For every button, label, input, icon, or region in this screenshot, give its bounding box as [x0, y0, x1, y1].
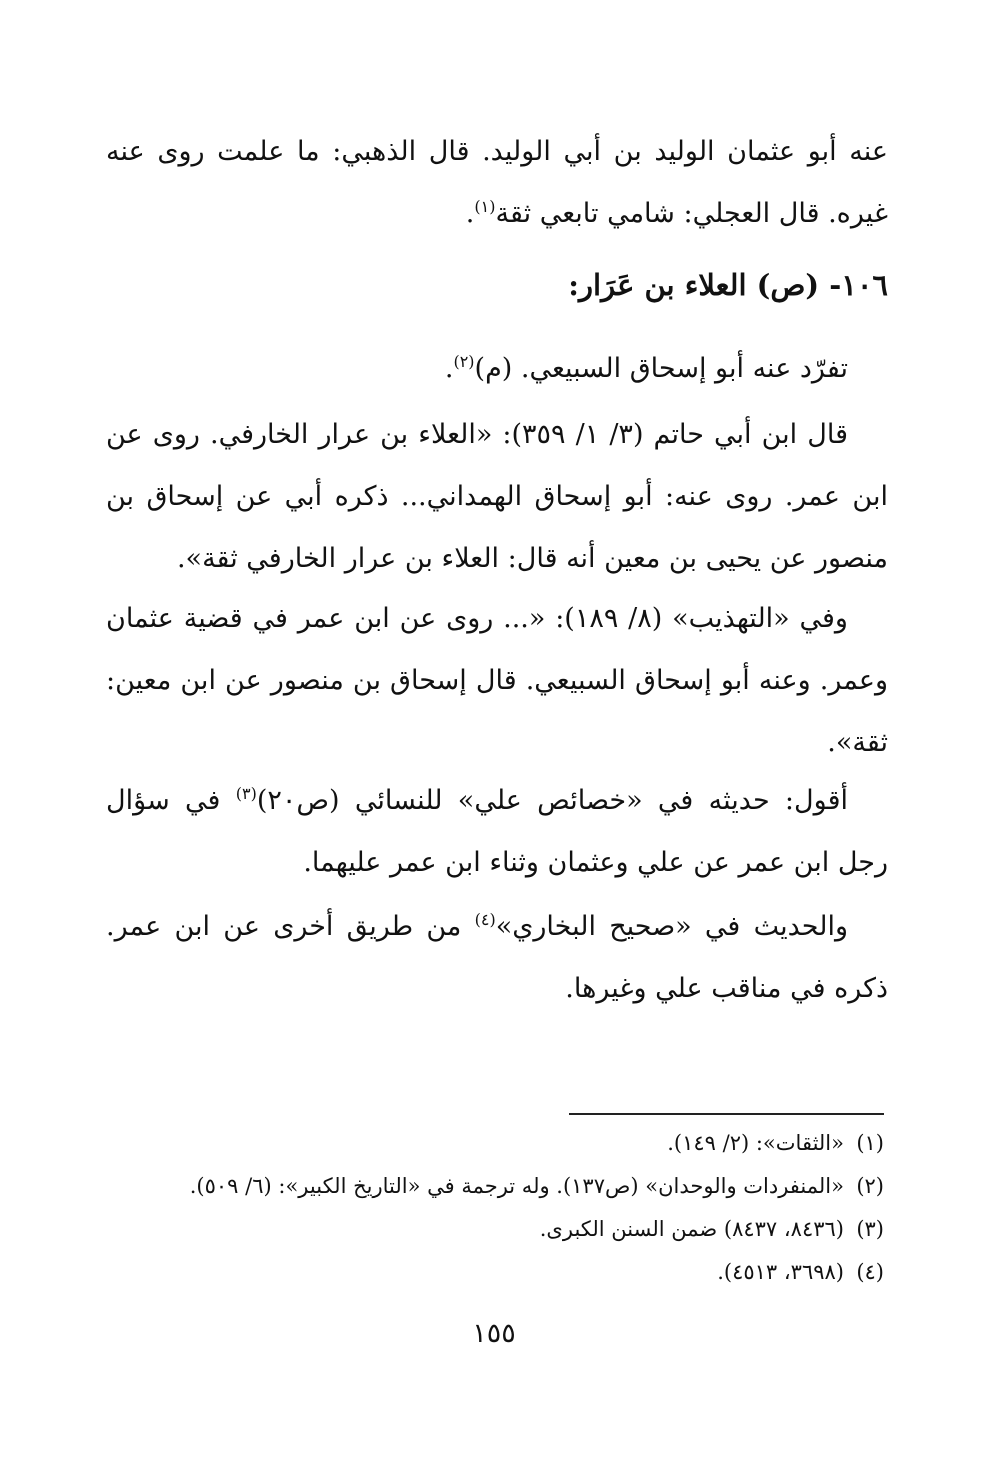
paragraph-continuation	[106, 121, 888, 245]
paragraph-tahdhib	[106, 588, 888, 774]
footnote-ref-2[interactable]: (٢)	[453, 352, 475, 371]
paragraph-text: عنه أبو عثمان الوليد بن أبي الوليد. قال الذهبي: ما علمت روى عنه غيره. قال العجلي: شامي تابعي ثقة	[106, 136, 888, 229]
footnote-divider	[569, 1113, 884, 1115]
paragraph-text: قال ابن أبي حاتم (٣/ ١/ ٣٥٩): «العلاء بن عرار الخارفي. روى عن ابن عمر. روى عنه: أبو إسحاق الهمداني... ذكره أبي عن إسحاق بن منصور عن يحيى بن معين أنه قال: العلاء بن عرار الخارفي ثقة».	[106, 419, 888, 574]
paragraph-text: وفي «التهذيب» (٨/ ١٨٩): «... روى عن ابن عمر في قضية عثمان وعمر. وعنه أبو إسحاق السبيعي. قال إسحاق بن منصور عن ابن معين: ثقة».	[106, 603, 888, 758]
footnote-number: (١)	[856, 1131, 884, 1155]
footnote-text: «المنفردات والوحدان» (ص١٣٧). وله ترجمة في «التاريخ الكبير»: (٦/ ٥٠٩).	[189, 1174, 844, 1198]
footnote-text: (٨٤٣٦، ٨٤٣٧) ضمن السنن الكبرى.	[539, 1217, 844, 1241]
paragraph-text-rest: من طريق أخرى عن ابن عمر. ذكره في مناقب علي وغيرها.	[106, 911, 888, 1004]
paragraph-end: .	[444, 353, 454, 384]
footnote-4	[104, 1251, 884, 1294]
footnote-number: (٢)	[856, 1174, 884, 1198]
footnote-text: (٣٦٩٨، ٤٥١٣).	[717, 1260, 844, 1284]
footnote-ref-4[interactable]: (٤)	[474, 910, 496, 929]
paragraph-text: والحديث في «صحيح البخاري»	[495, 911, 848, 942]
paragraph-text-rest: في سؤال رجل ابن عمر عن علي وعثمان وثناء ابن عمر عليهما.	[106, 785, 888, 878]
paragraph-ibn-abi-hatim	[106, 404, 888, 590]
footnote-number: (٤)	[856, 1260, 884, 1284]
footnote-number: (٣)	[856, 1217, 884, 1241]
entry-heading-text: ١٠٦- (ص) العلاء بن عَرَار:	[568, 268, 888, 302]
footnote-1	[104, 1122, 884, 1165]
page-number: ١٥٥	[472, 1318, 516, 1349]
footnote-3	[104, 1208, 884, 1251]
footnote-text: «الثقات»: (٢/ ١٤٩).	[667, 1131, 844, 1155]
paragraph-tafarrud	[106, 338, 888, 400]
footnote-ref-3[interactable]: (٣)	[235, 784, 257, 803]
paragraph-end: .	[465, 198, 475, 229]
paragraph-aqulu	[106, 770, 888, 894]
footnotes-section	[104, 1122, 884, 1294]
footnote-2	[104, 1165, 884, 1208]
paragraph-bukhari	[106, 896, 888, 1020]
paragraph-text: تفرّد عنه أبو إسحاق السبيعي. (م)	[474, 353, 848, 384]
entry-heading	[106, 254, 888, 316]
footnote-ref-1[interactable]: (١)	[474, 197, 496, 216]
paragraph-text: أقول: حديثه في «خصائص علي» للنسائي (ص٢٠)	[256, 785, 848, 816]
